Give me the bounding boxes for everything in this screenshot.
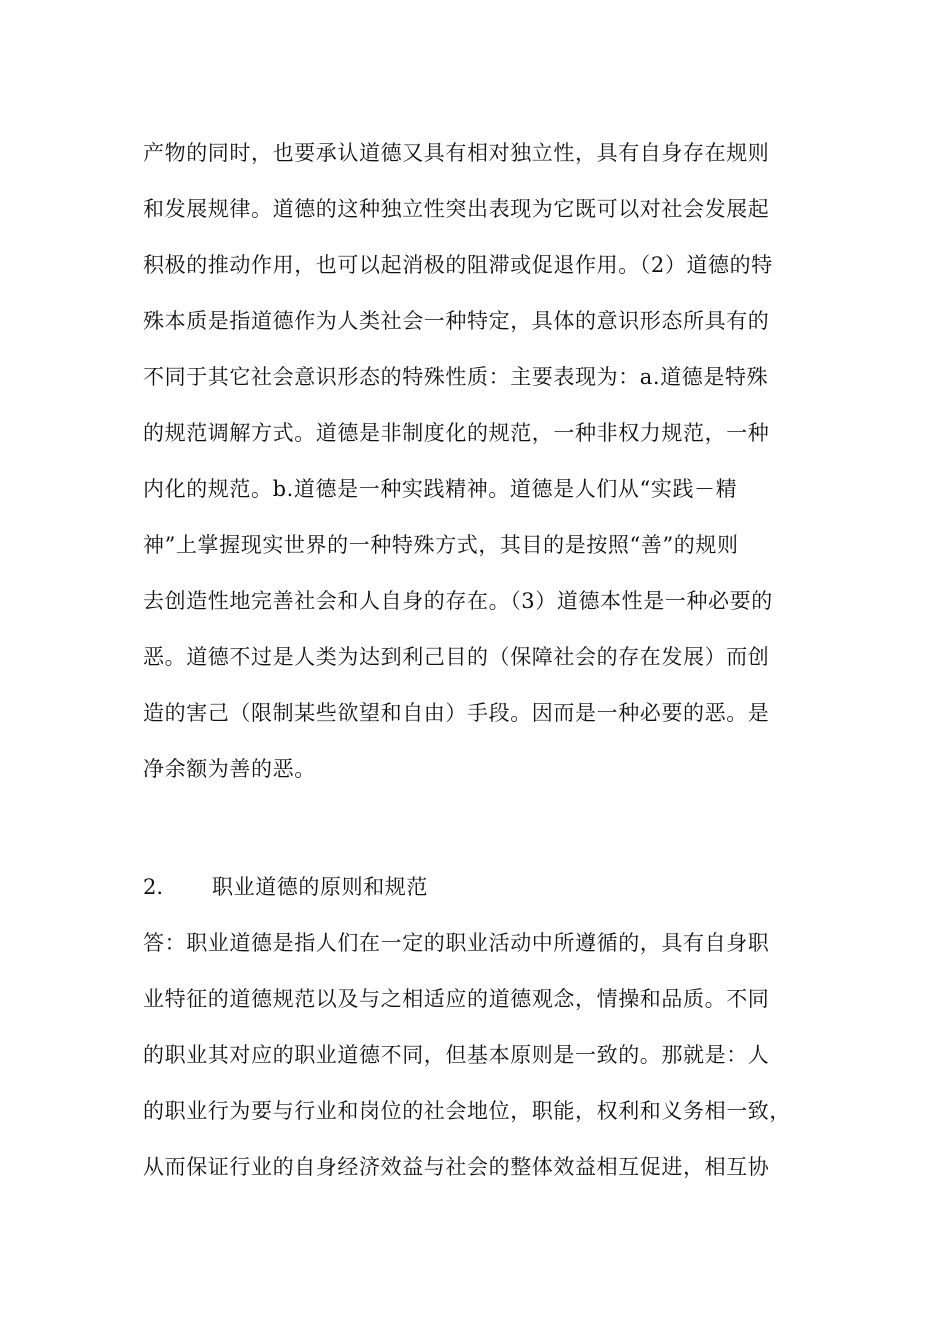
text-line: 神”上掌握现实世界的一种特殊方式，其目的是按照“善”的规则 [143, 533, 739, 557]
text-line: 净余额为善的恶。 [143, 757, 316, 781]
text-line: 产物的同时，也要承认道德又具有相对独立性，具有自身存在规则 [143, 141, 770, 165]
text-line: 答：职业道德是指人们在一定的职业活动中所遵循的，具有自身职 [143, 931, 770, 955]
text-line: 恶。道德不过是人类为达到利己目的（保障社会的存在发展）而创 [143, 645, 770, 669]
text-line: 造的害己（限制某些欲望和自由）手段。因而是一种必要的恶。是 [143, 701, 770, 725]
text-line: 的职业其对应的职业道德不同，但基本原则是一致的。那就是：人 [143, 1043, 770, 1067]
text-line: 去创造性地完善社会和人自身的存在。（3）道德本性是一种必要的 [143, 589, 773, 613]
text-line: 不同于其它社会意识形态的特殊性质：主要表现为：a.道德是特殊 [143, 365, 769, 389]
text-line: 的职业行为要与行业和岗位的社会地位，职能，权利和义务相一致， [143, 1099, 791, 1123]
text-line: 积极的推动作用，也可以起消极的阻滞或促退作用。（2）道德的特 [143, 253, 773, 277]
text-line: 内化的规范。b.道德是一种实践精神。道德是人们从“实践－精 [143, 477, 738, 501]
section-title: 职业道德的原则和规范 [212, 875, 428, 899]
text-line: 的规范调解方式。道德是非制度化的规范，一种非权力规范，一种 [143, 421, 770, 445]
text-line: 业特征的道德规范以及与之相适应的道德观念，情操和品质。不同 [143, 987, 770, 1011]
text-line: 和发展规律。道德的这种独立性突出表现为它既可以对社会发展起 [143, 197, 770, 221]
section-number: 2. [143, 875, 164, 899]
text-line: 从而保证行业的自身经济效益与社会的整体效益相互促进，相互协 [143, 1155, 770, 1179]
text-line: 殊本质是指道德作为人类社会一种特定，具体的意识形态所具有的 [143, 309, 770, 333]
